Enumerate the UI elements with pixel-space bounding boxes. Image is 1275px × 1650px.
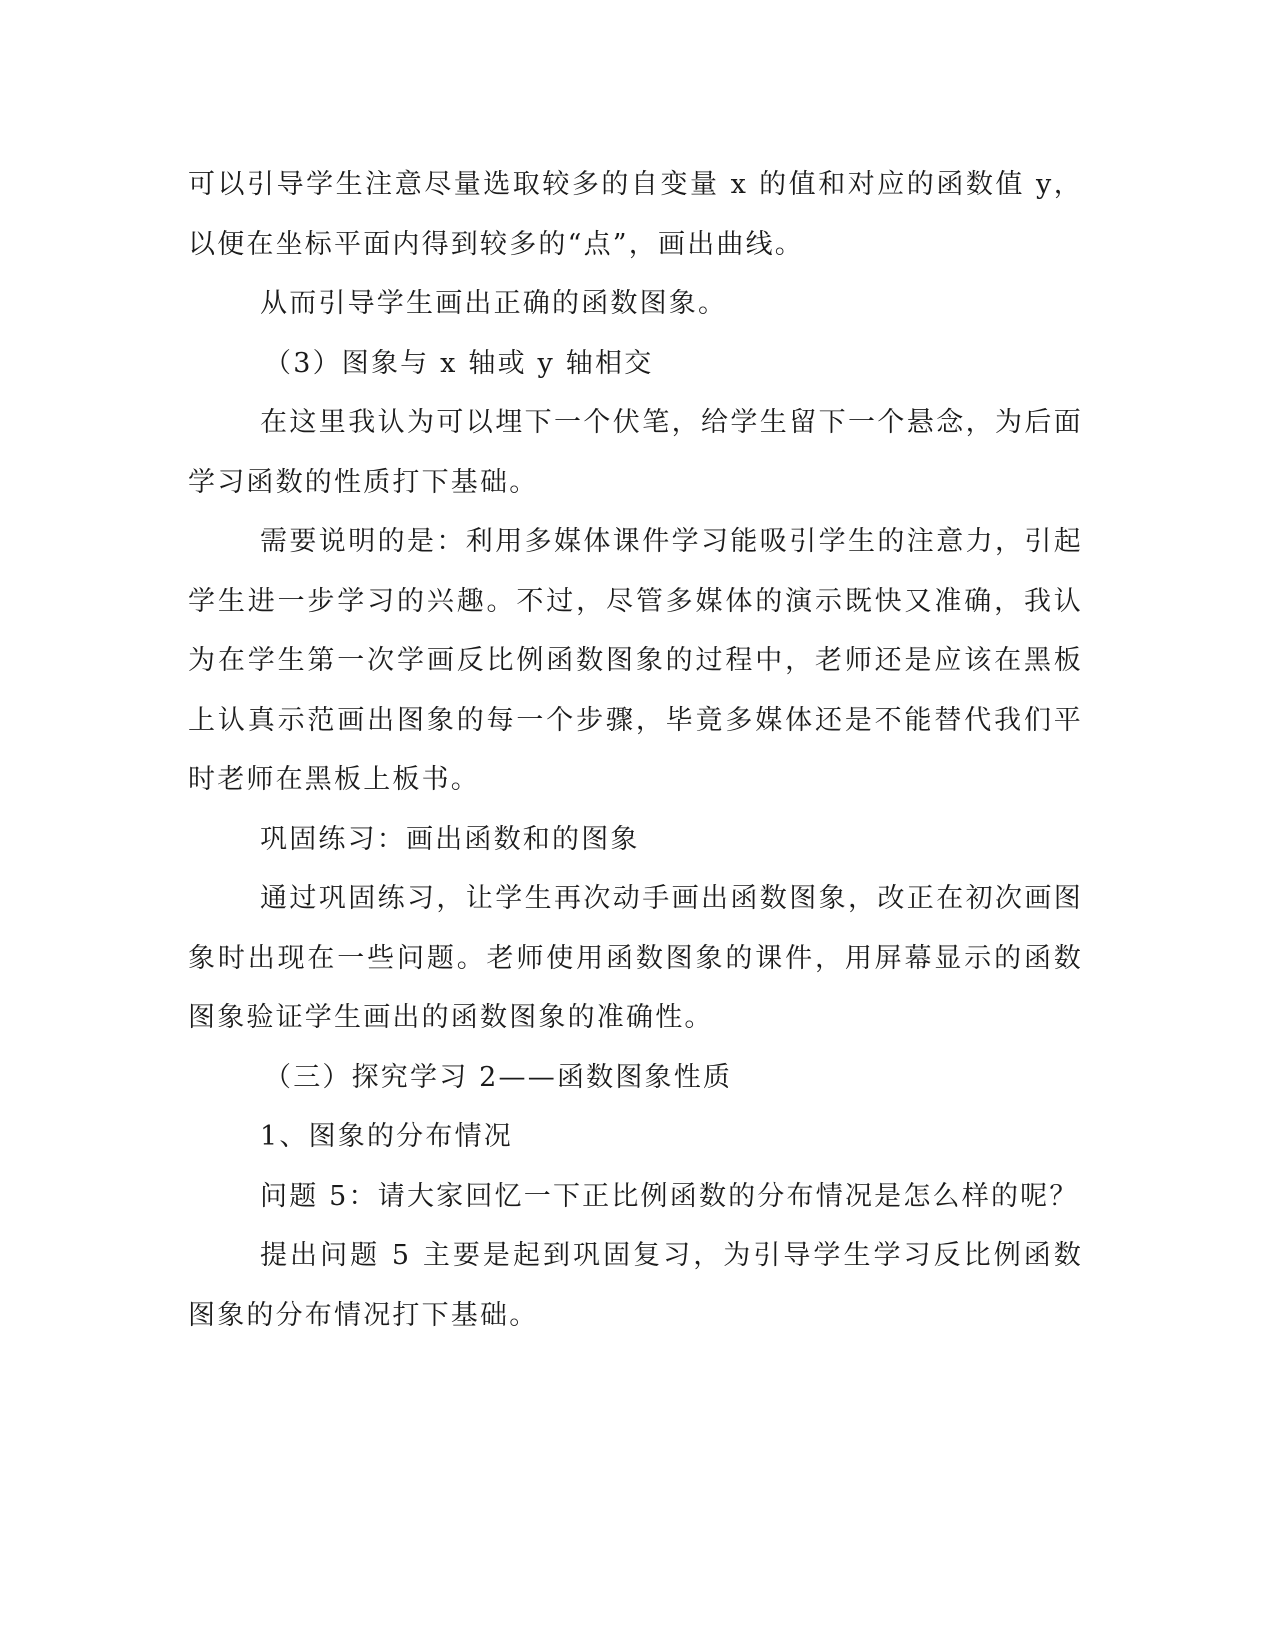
paragraph-question-5: 问题 5：请大家回忆一下正比例函数的分布情况是怎么样的呢？	[260, 1180, 1079, 1212]
section-heading-inquiry-2: （三）探究学习 2——函数图象性质	[264, 1061, 733, 1093]
paragraph-p2: 从而引导学生画出正确的函数图象。	[260, 288, 728, 319]
paragraph-p5: 需要说明的是：利用多媒体课件学习能吸引学生的注意力，引起学生进一步学习的兴趣。不过，尽管多媒体的演示既快又准确，我认为在学生第一次学画反比例函数图象的过程中，老师还是应该在黑板上认真示范画出图象的每一个步骤，毕竟多媒体还是不能替代我们平时老师在黑板上板书。	[188, 526, 1083, 795]
paragraph-p6: 巩固练习：画出函数和的图象	[260, 823, 640, 855]
section-heading-graph-axis-intersection: （3）图象与 x 轴或 y 轴相交	[264, 347, 654, 379]
paragraph-p7: 通过巩固练习，让学生再次动手画出函数图象，改正在初次画图象时出现在一些问题。老师使用函数图象的课件，用屏幕显示的函数图象验证学生画出的函数图象的准确性。	[188, 883, 1083, 1033]
document-body	[188, 155, 1083, 1345]
paragraph-p4: 在这里我认为可以埋下一个伏笔，给学生留下一个悬念，为后面学习函数的性质打下基础。	[188, 407, 1083, 498]
paragraph-p11: 提出问题 5 主要是起到巩固复习，为引导学生学习反比例函数图象的分布情况打下基础。	[188, 1240, 1083, 1331]
paragraph-p1: 可以引导学生注意尽量选取较多的自变量 x 的值和对应的函数值 y，以便在坐标平面内得到较多的“点”，画出曲线。	[188, 169, 1083, 260]
subsection-heading-distribution: 1、图象的分布情况	[260, 1121, 513, 1152]
